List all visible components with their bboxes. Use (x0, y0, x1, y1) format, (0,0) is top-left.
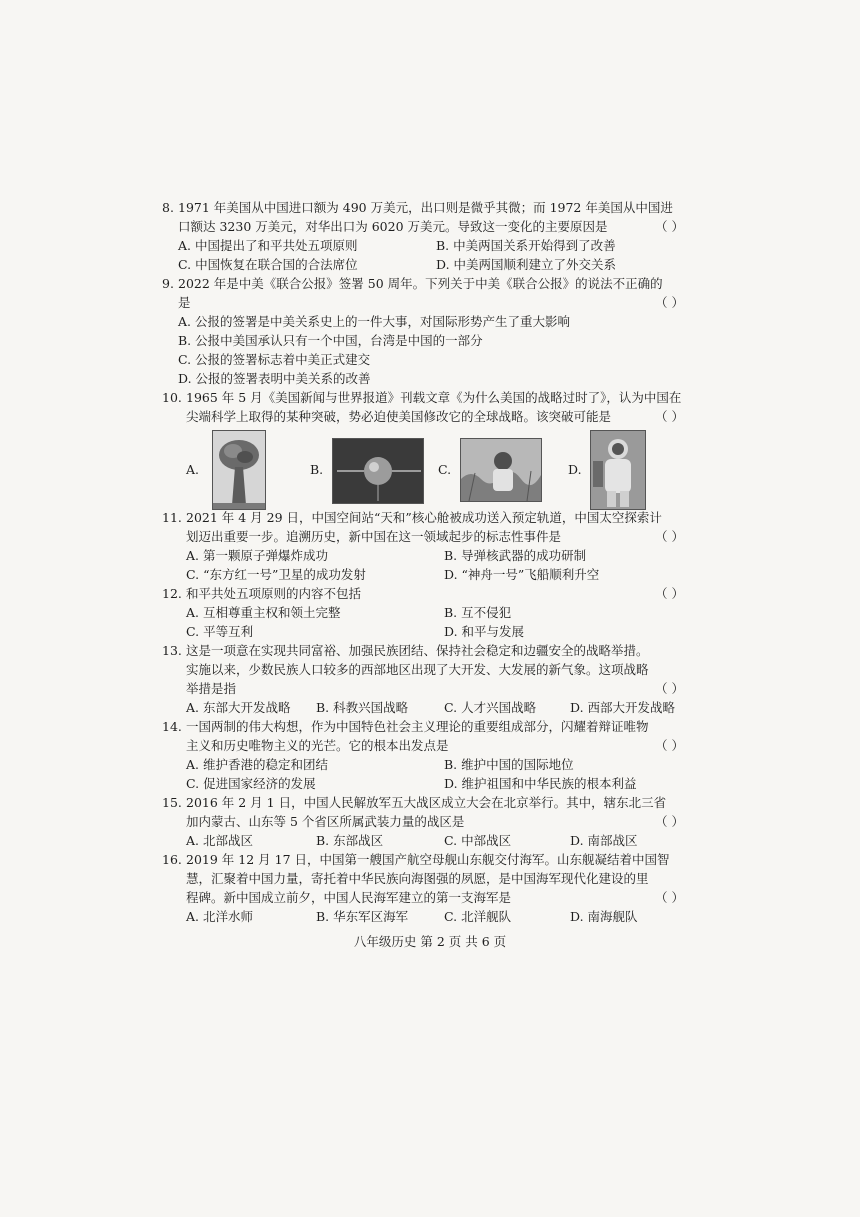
answer-blank: （ ） (655, 529, 684, 544)
question-stem-line: 这是一项意在实现共同富裕、加强民族团结、保持社会稳定和边疆安全的战略举措。 (186, 643, 649, 658)
answer-blank: （ ） (655, 814, 684, 829)
question-stem-line: 一国两制的伟大构想，作为中国特色社会主义理论的重要组成部分，闪耀着辩证唯物 (186, 719, 649, 734)
answer-blank: （ ） (655, 890, 684, 905)
option-a: A. 北洋水师 (186, 909, 253, 924)
question-number: 14. (162, 719, 182, 734)
option-b: B. 互不侵犯 (444, 605, 512, 620)
option-a: A. 第一颗原子弹爆炸成功 (186, 548, 328, 563)
option-d: D. 和平与发展 (444, 624, 525, 639)
question-number: 10. (162, 390, 182, 405)
question-stem-line: 慧，汇聚着中国力量，寄托着中华民族向海图强的夙愿，是中国海军现代化建设的里 (186, 871, 649, 886)
question-number: 13. (162, 643, 182, 658)
question-10 (162, 388, 688, 512)
question-number: 8. (162, 200, 174, 215)
page-footer: 八年级历史 第 2 页 共 6 页 (353, 934, 507, 949)
option-d: D. 西部大开发战略 (570, 700, 676, 715)
question-14 (162, 717, 688, 793)
question-stem-line: 和平共处五项原则的内容不包括 (186, 586, 362, 601)
question-16 (162, 850, 688, 926)
option-d: D. 南部战区 (570, 833, 638, 848)
option-c: C. 中部战区 (444, 833, 512, 848)
question-11 (162, 508, 688, 584)
option-b: B. 东部战区 (316, 833, 384, 848)
satellite-photo (332, 438, 424, 504)
question-number: 15. (162, 795, 182, 810)
answer-blank: （ ） (655, 219, 684, 234)
option-a-label: A. (186, 462, 200, 477)
question-stem-line: 举措是指 (186, 681, 237, 696)
question-stem-line: 2021 年 4 月 29 日，中国空间站“天和”核心舱被成功送入预定轨道，中国太空探索计 (186, 510, 662, 525)
question-12 (162, 584, 688, 641)
question-9 (162, 274, 688, 388)
question-stem-line: 2019 年 12 月 17 日，中国第一艘国产航空母舰山东舰交付海军。山东舰凝结着中国智 (186, 852, 670, 867)
option-a: A. 中国提出了和平共处五项原则 (178, 238, 358, 253)
option-d: D. 中美两国顺利建立了外交关系 (436, 257, 617, 272)
question-stem-line: 主义和历史唯物主义的光芒。它的根本出发点是 (186, 738, 449, 753)
mushroom-cloud-photo (212, 430, 266, 510)
question-15 (162, 793, 688, 850)
option-d: D. “神舟一号”飞船顺利升空 (444, 567, 600, 582)
answer-blank: （ ） (655, 738, 684, 753)
option-c: C. 人才兴国战略 (444, 700, 537, 715)
rice-scientist-photo (460, 438, 542, 502)
option-a: A. 东部大开发战略 (186, 700, 291, 715)
question-stem-line: 1971 年美国从中国进口额为 490 万美元，出口则是微乎其微；而 1972 年美国从中国进 (178, 200, 673, 215)
option-b: B. 维护中国的国际地位 (444, 757, 574, 772)
option-a: A. 互相尊重主权和领土完整 (186, 605, 341, 620)
question-stem-line: 实施以来，少数民族人口较多的西部地区出现了大开发、大发展的新气象。这项战略 (186, 662, 649, 677)
option-c: C. 平等互利 (186, 624, 254, 639)
option-c: C. 北洋舰队 (444, 909, 512, 924)
question-stem-line: 2022 年是中美《联合公报》签署 50 周年。下列关于中美《联合公报》的说法不正确的 (178, 276, 663, 291)
option-c: C. “东方红一号”卫星的成功发射 (186, 567, 366, 582)
option-d-label: D. (568, 462, 582, 477)
option-d: D. 公报的签署表明中美关系的改善 (178, 371, 371, 386)
astronaut-photo (590, 430, 646, 510)
option-b: B. 导弹核武器的成功研制 (444, 548, 587, 563)
option-a: A. 维护香港的稳定和团结 (186, 757, 328, 772)
question-stem-line: 程碑。新中国成立前夕，中国人民海军建立的第一支海军是 (186, 890, 512, 905)
option-d: D. 维护祖国和中华民族的根本利益 (444, 776, 637, 791)
question-stem-line: 口额达 3230 万美元，对华出口为 6020 万美元。导致这一变化的主要原因是 (178, 219, 608, 234)
question-number: 11. (162, 510, 182, 525)
answer-blank: （ ） (655, 681, 684, 696)
question-stem-line: 尖端科学上取得的某种突破，势必迫使美国修改它的全球战略。该突破可能是 (186, 409, 612, 424)
option-b: B. 华东军区海军 (316, 909, 409, 924)
answer-blank: （ ） (655, 586, 684, 601)
option-d: D. 南海舰队 (570, 909, 638, 924)
option-a: A. 公报的签署是中美关系史上的一件大事，对国际形势产生了重大影响 (178, 314, 570, 329)
option-b-label: B. (310, 462, 324, 477)
question-stem-line: 是 (178, 295, 191, 310)
option-c-label: C. (438, 462, 452, 477)
question-number: 12. (162, 586, 182, 601)
option-c: C. 公报的签署标志着中美正式建交 (178, 352, 371, 367)
option-a: A. 北部战区 (186, 833, 253, 848)
question-number: 16. (162, 852, 182, 867)
option-c: C. 中国恢复在联合国的合法席位 (178, 257, 358, 272)
option-c: C. 促进国家经济的发展 (186, 776, 316, 791)
option-b: B. 公报中美国承认只有一个中国，台湾是中国的一部分 (178, 333, 483, 348)
option-b: B. 科教兴国战略 (316, 700, 409, 715)
question-stem-line: 加内蒙古、山东等 5 个省区所属武装力量的战区是 (186, 814, 465, 829)
answer-blank: （ ） (655, 409, 684, 424)
question-number: 9. (162, 276, 174, 291)
option-b: B. 中美两国关系开始得到了改善 (436, 238, 616, 253)
question-13 (162, 641, 688, 717)
question-8 (162, 198, 688, 274)
question-stem-line: 1965 年 5 月《美国新闻与世界报道》刊载文章《为什么美国的战略过时了》，认为中国在 (186, 390, 682, 405)
image-options (162, 430, 688, 512)
answer-blank: （ ） (655, 295, 684, 310)
question-stem-line: 划迈出重要一步。追溯历史，新中国在这一领域起步的标志性事件是 (186, 529, 562, 544)
question-stem-line: 2016 年 2 月 1 日，中国人民解放军五大战区成立大会在北京举行。其中，辖东北三省 (186, 795, 667, 810)
